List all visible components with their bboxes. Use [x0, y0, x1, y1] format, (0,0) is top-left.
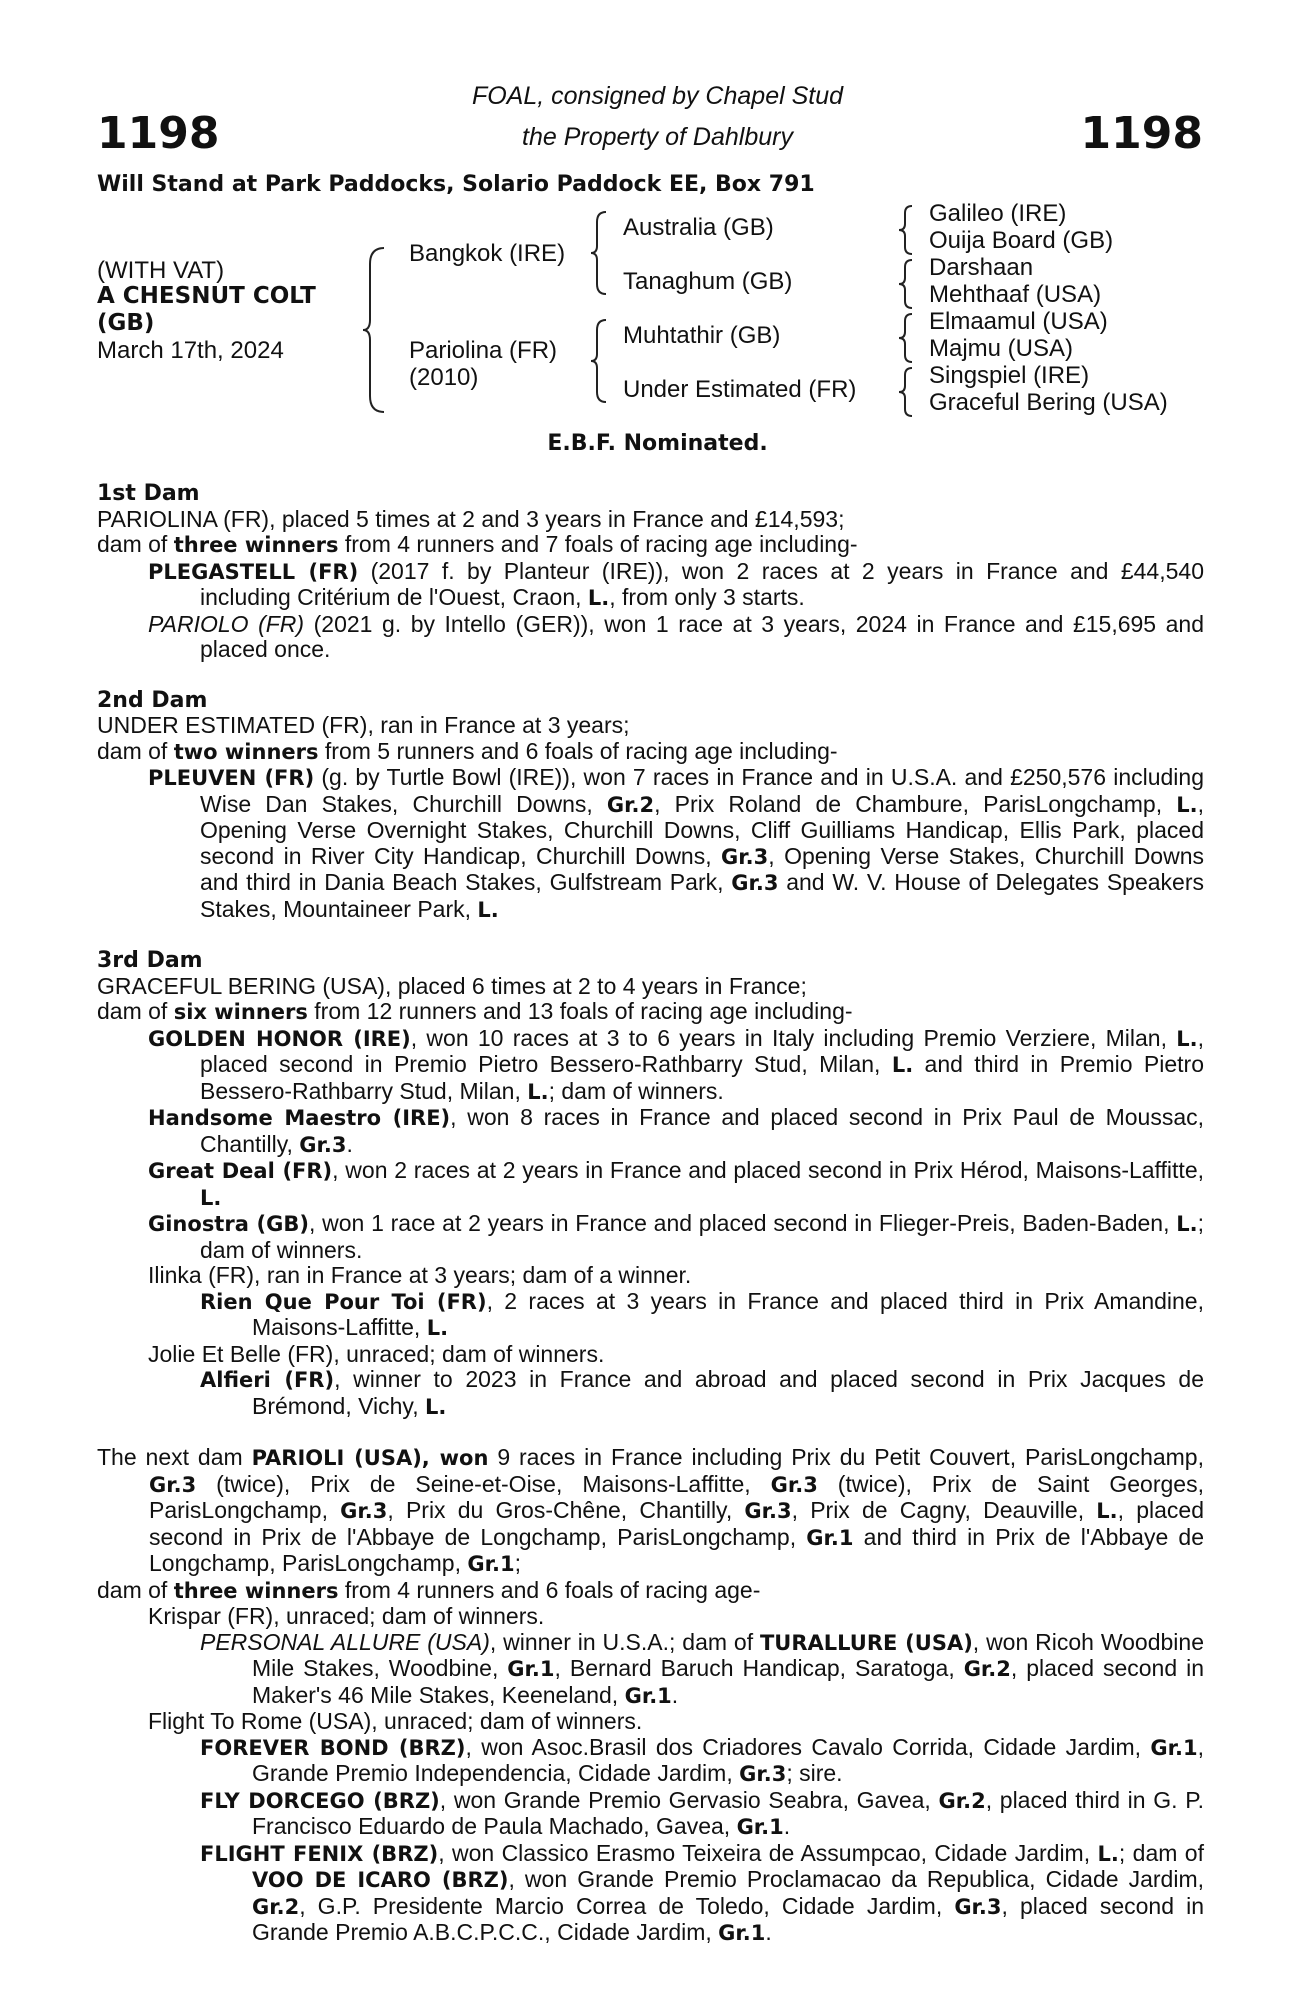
- text-run: , winner to 2023 in France and abroad and placed second in Prix Jacques de Brémond, Vichy,: [252, 1366, 1204, 1419]
- bold-run: Gr.2: [252, 1894, 300, 1919]
- text-run: , Opening Verse Stakes, Churchill Downs and third in Dania Beach Stakes, Gulfstream Park,: [200, 842, 1205, 895]
- bold-run: Ginostra (GB): [148, 1212, 309, 1236]
- bold-run: Gr.2: [963, 1657, 1011, 1681]
- bold-run: FOREVER BOND (BRZ): [200, 1735, 466, 1760]
- text-run: dam of: [97, 737, 174, 764]
- bold-run: Gr.2: [606, 792, 655, 817]
- text-run: , 2 races at 3 years in France and placed third in Prix Amandine, Maisons-Laffitte,: [252, 1287, 1204, 1340]
- italic-run: PARIOLO (FR): [148, 610, 305, 637]
- text-run: UNDER ESTIMATED (FR), ran in France at 3 years;: [97, 712, 630, 738]
- bold-run: Gr.1: [507, 1657, 555, 1681]
- pedigree-bracket-dam: [590, 318, 612, 404]
- bold-run: Gr.1: [736, 1815, 784, 1839]
- text-run: ; sire.: [786, 1760, 843, 1786]
- text-run: (twice), Prix de Saint Georges, ParisLongchamp,: [149, 1470, 1204, 1523]
- text-run: ; dam of: [1118, 1839, 1204, 1866]
- text-run: .: [671, 1681, 679, 1708]
- catalogue-paragraph: [97, 1841, 1204, 1947]
- pedigree-bracket-g3: [898, 312, 918, 364]
- text-run: Flight To Rome (USA), unraced; dam of winners.: [148, 1708, 643, 1734]
- dam-year: (2010): [409, 364, 479, 391]
- bold-run: L.: [1097, 1841, 1119, 1866]
- consignor-line: FOAL, consigned by Chapel Stud: [471, 82, 844, 110]
- grandsire-dam: Muhtathir (GB): [623, 322, 781, 349]
- section-heading: [97, 688, 1204, 714]
- text-run: 1st Dam: [97, 481, 200, 506]
- granddam-dam: Under Estimated (FR): [623, 376, 857, 403]
- section-gap: [97, 1420, 1204, 1445]
- pedigree-bracket-g2: [898, 258, 918, 310]
- text-run: .: [783, 1813, 791, 1839]
- pedigree-bracket-sire: [590, 210, 612, 296]
- gen3-4: Mehthaaf (USA): [929, 281, 1102, 308]
- text-run: , from only 3 starts.: [609, 584, 805, 610]
- text-run: , won Grande Premio Gervasio Seabra, Gavea,: [439, 1786, 939, 1813]
- bold-run: PLEGASTELL (FR): [148, 559, 359, 584]
- text-run: , placed second in Premio Pietro Bessero-Rathbarry Stud, Milan,: [200, 1024, 1204, 1077]
- bold-run: Handsome Maestro (IRE): [148, 1106, 451, 1130]
- bold-run: L.: [1176, 1212, 1198, 1236]
- bold-run: three winners: [173, 533, 339, 557]
- bold-run: three winners: [173, 1578, 339, 1603]
- text-run: , Bernard Baruch Handicap, Saratoga,: [554, 1655, 964, 1681]
- bold-run: Gr.3: [731, 871, 779, 895]
- sire-name: Bangkok (IRE): [409, 240, 566, 267]
- lot-number-left: 1198: [97, 108, 220, 159]
- bold-run: Gr.3: [340, 1499, 388, 1523]
- bold-run: Gr.1: [467, 1552, 515, 1576]
- dam-name: Pariolina (FR): [409, 337, 558, 364]
- text-run: PARIOLINA (FR), placed 5 times at 2 and 3 years in France and £14,593;: [97, 505, 845, 532]
- text-run: and W. V. House of Delegates Speakers Stakes, Mountaineer Park,: [200, 869, 1204, 922]
- catalogue-paragraph: [97, 1026, 1204, 1106]
- bold-run: L.: [1176, 792, 1198, 817]
- text-run: GRACEFUL BERING (USA), placed 6 times at 2 to 4 years in France;: [97, 972, 807, 999]
- stand-location: Will Stand at Park Paddocks, Solario Paddock EE, Box 791: [97, 172, 815, 197]
- catalogue-paragraph: [97, 1788, 1204, 1841]
- text-run: (2017 f. by Planteur (IRE)), won 2 races at 2 years in France and £44,540 including Critérium de l'Ouest, Craon,: [200, 557, 1204, 610]
- text-run: from 4 runners and 6 foals of racing age-: [338, 1576, 761, 1603]
- bold-run: Gr.3: [954, 1894, 1002, 1919]
- property-line: the Property of Dahlbury: [522, 123, 793, 151]
- catalogue-paragraph: [97, 739, 1204, 766]
- section-gap: [97, 923, 1204, 948]
- gen3-1: Galileo (IRE): [929, 200, 1067, 227]
- text-run: dam of: [97, 998, 174, 1024]
- text-run: and third in Prix de l'Abbaye de Longchamp, ParisLongchamp,: [149, 1523, 1204, 1576]
- catalogue-paragraph: [97, 713, 1204, 739]
- text-run: , placed second in Grande Premio A.B.C.P.C.C., Cidade Jardim,: [252, 1892, 1205, 1945]
- bold-run: Gr.1: [1150, 1735, 1198, 1760]
- gen3-7: Singspiel (IRE): [929, 362, 1090, 389]
- gen3-8: Graceful Bering (USA): [929, 389, 1168, 416]
- bold-run: FLY DORCEGO (BRZ): [200, 1788, 440, 1813]
- text-run: Krispar (FR), unraced; dam of winners.: [148, 1603, 545, 1629]
- bold-run: Gr.1: [718, 1921, 766, 1945]
- catalogue-body: [97, 481, 1204, 1947]
- text-run: , winner in U.S.A.; dam of: [489, 1628, 760, 1655]
- gen3-3: Darshaan: [929, 254, 1034, 281]
- text-run: The next dam: [97, 1444, 252, 1470]
- bold-run: Gr.3: [721, 844, 769, 869]
- bold-run: Alfieri (FR): [200, 1368, 335, 1392]
- italic-run: PERSONAL ALLURE (USA): [200, 1628, 490, 1655]
- text-run: and third in Premio Pietro Bessero-Rathbarry Stud, Milan,: [200, 1051, 1204, 1104]
- bold-run: L.: [1096, 1499, 1118, 1523]
- lot-title: A CHESNUT COLT: [97, 283, 316, 309]
- catalogue-paragraph: [97, 559, 1204, 612]
- text-run: .: [346, 1130, 353, 1157]
- section-heading: [97, 481, 1204, 507]
- text-run: 3rd Dam: [97, 948, 203, 973]
- grandsire-sire: Australia (GB): [623, 214, 774, 241]
- bold-run: L.: [200, 1185, 222, 1210]
- bold-run: Great Deal (FR): [148, 1159, 333, 1183]
- text-run: (g. by Turtle Bowl (IRE)), won 7 races in France and in U.S.A. and £250,576 including Wise Dan Stakes, Churchill Downs,: [200, 764, 1204, 817]
- text-run: .: [765, 1919, 772, 1945]
- text-run: ; dam of winners.: [548, 1077, 724, 1104]
- bold-run: Gr.2: [938, 1788, 986, 1813]
- text-run: , won Ricoh Woodbine Mile Stakes, Woodbine,: [252, 1628, 1204, 1681]
- bold-run: Gr.1: [624, 1683, 672, 1708]
- gen3-6: Majmu (USA): [929, 335, 1074, 362]
- bold-run: PLEUVEN (FR): [148, 766, 315, 790]
- text-run: ;: [514, 1550, 521, 1576]
- catalogue-paragraph: [97, 1263, 1204, 1289]
- text-run: Ilinka (FR), ran in France at 3 years; dam of a winner.: [148, 1262, 692, 1288]
- text-run: , won Asoc.Brasil dos Criadores Cavalo Corrida, Cidade Jardim,: [465, 1733, 1151, 1760]
- text-run: (2021 g. by Intello (GER)), won 1 race at 3 years, 2024 in France and £15,695 and placed once.: [200, 610, 1205, 662]
- lot-number-right: 1198: [1080, 108, 1203, 159]
- text-run: from 4 runners and 7 foals of racing age including-: [338, 531, 858, 557]
- text-run: , Opening Verse Overnight Stakes, Churchill Downs, Cliff Guilliams Handicap, Ellis Park, placed second in River City Handicap, Churchill Downs,: [200, 790, 1205, 869]
- catalogue-paragraph: [97, 1211, 1204, 1263]
- catalogue-paragraph: [97, 507, 1204, 533]
- bold-run: PARIOLI (USA), won: [251, 1446, 489, 1470]
- text-run: dam of: [97, 1576, 174, 1603]
- catalogue-paragraph: [97, 1578, 1204, 1605]
- pedigree-bracket-g4: [898, 366, 918, 418]
- bold-run: L.: [1176, 1026, 1198, 1051]
- bold-run: Gr.3: [739, 1762, 787, 1786]
- text-run: , won Grande Premio Proclamacao da Republica, Cidade Jardim,: [508, 1866, 1205, 1892]
- text-run: , won Classico Erasmo Teixeira de Assumpcao, Cidade Jardim,: [438, 1839, 1098, 1866]
- granddam-sire: Tanaghum (GB): [623, 268, 793, 295]
- ebf-nomination: E.B.F. Nominated.: [547, 431, 768, 456]
- text-run: , won 1 race at 2 years in France and placed second in Flieger-Preis, Baden-Baden,: [309, 1210, 1177, 1236]
- bold-run: VOO DE ICARO (BRZ): [252, 1868, 509, 1892]
- text-run: , Prix du Gros-Chêne, Chantilly,: [387, 1497, 745, 1523]
- bold-run: L.: [426, 1316, 449, 1340]
- bold-run: Gr.1: [806, 1525, 854, 1550]
- catalogue-paragraph: [97, 1630, 1204, 1710]
- text-run: 2nd Dam: [97, 687, 208, 713]
- text-run: , Grande Premio Independencia, Cidade Jardim,: [252, 1733, 1204, 1786]
- text-run: , placed third in G. P. Francisco Eduardo de Paula Machado, Gavea,: [252, 1786, 1204, 1839]
- text-run: from 5 runners and 6 foals of racing age including-: [318, 737, 838, 764]
- catalogue-paragraph: [97, 999, 1204, 1026]
- text-run: , placed second in Maker's 46 Mile Stakes, Keeneland,: [252, 1655, 1204, 1708]
- section-gap: [97, 663, 1204, 688]
- catalogue-paragraph: [97, 1735, 1204, 1788]
- foaling-date: March 17th, 2024: [97, 337, 284, 364]
- bold-run: two winners: [173, 739, 319, 764]
- catalogue-paragraph: [97, 1342, 1204, 1368]
- lot-title-country: (GB): [97, 310, 155, 336]
- catalogue-paragraph: [97, 612, 1204, 663]
- text-run: (twice), Prix de Seine-et-Oise, Maisons-Laffitte,: [196, 1470, 771, 1497]
- bold-run: Gr.3: [770, 1472, 818, 1497]
- bold-run: TURALLURE (USA): [759, 1630, 973, 1655]
- text-run: 9 races in France including Prix du Petit Couvert, ParisLongchamp,: [488, 1444, 1204, 1470]
- bold-run: L.: [425, 1394, 447, 1419]
- bold-run: L.: [587, 586, 610, 610]
- catalogue-paragraph: [97, 1445, 1204, 1578]
- bold-run: Rien Que Pour Toi (FR): [200, 1289, 487, 1314]
- section-heading: [97, 948, 1204, 974]
- bold-run: Gr.3: [299, 1132, 347, 1157]
- text-run: , won 10 races at 3 to 6 years in Italy including Premio Verziere, Milan,: [410, 1024, 1177, 1051]
- text-run: ; dam of winners.: [200, 1210, 1204, 1263]
- text-run: dam of: [97, 531, 174, 557]
- catalogue-paragraph: [97, 765, 1204, 923]
- text-run: , Prix de Cagny, Deauville,: [791, 1497, 1097, 1523]
- catalogue-paragraph: [97, 1105, 1204, 1158]
- catalogue-paragraph: [97, 1367, 1204, 1420]
- text-run: , placed second in Prix de l'Abbaye de Longchamp, ParisLongchamp,: [149, 1497, 1204, 1550]
- bold-run: six winners: [173, 1000, 308, 1024]
- pedigree-bracket-main: [362, 246, 392, 414]
- pedigree-bracket-g1: [898, 204, 918, 256]
- bold-run: L.: [477, 897, 499, 922]
- catalogue-paragraph: [97, 974, 1204, 1000]
- bold-run: L.: [527, 1079, 549, 1104]
- gen3-2: Ouija Board (GB): [929, 227, 1114, 254]
- catalogue-paragraph: [97, 1289, 1204, 1342]
- catalogue-paragraph: [97, 1604, 1204, 1630]
- text-run: , won 8 races in France and placed second in Prix Paul de Moussac, Chantilly,: [200, 1104, 1205, 1157]
- catalogue-paragraph: [97, 532, 1204, 559]
- bold-run: L.: [891, 1053, 914, 1077]
- vat-note: (WITH VAT): [97, 257, 225, 284]
- text-run: from 12 runners and 13 foals of racing age including-: [307, 998, 853, 1024]
- bold-run: Gr.3: [744, 1499, 792, 1523]
- gen3-5: Elmaamul (USA): [929, 308, 1108, 335]
- bold-run: FLIGHT FENIX (BRZ): [200, 1841, 439, 1866]
- catalogue-paragraph: [97, 1158, 1204, 1211]
- text-run: , G.P. Presidente Marcio Correa de Toledo, Cidade Jardim,: [299, 1892, 955, 1919]
- text-run: Jolie Et Belle (FR), unraced; dam of winners.: [148, 1340, 605, 1367]
- text-run: , Prix Roland de Chambure, ParisLongchamp,: [654, 790, 1177, 817]
- bold-run: GOLDEN HONOR (IRE): [148, 1026, 411, 1051]
- bold-run: Gr.3: [149, 1472, 197, 1497]
- catalogue-paragraph: [97, 1709, 1204, 1735]
- text-run: , won 2 races at 2 years in France and placed second in Prix Hérod, Maisons-Laffitte,: [332, 1157, 1204, 1183]
